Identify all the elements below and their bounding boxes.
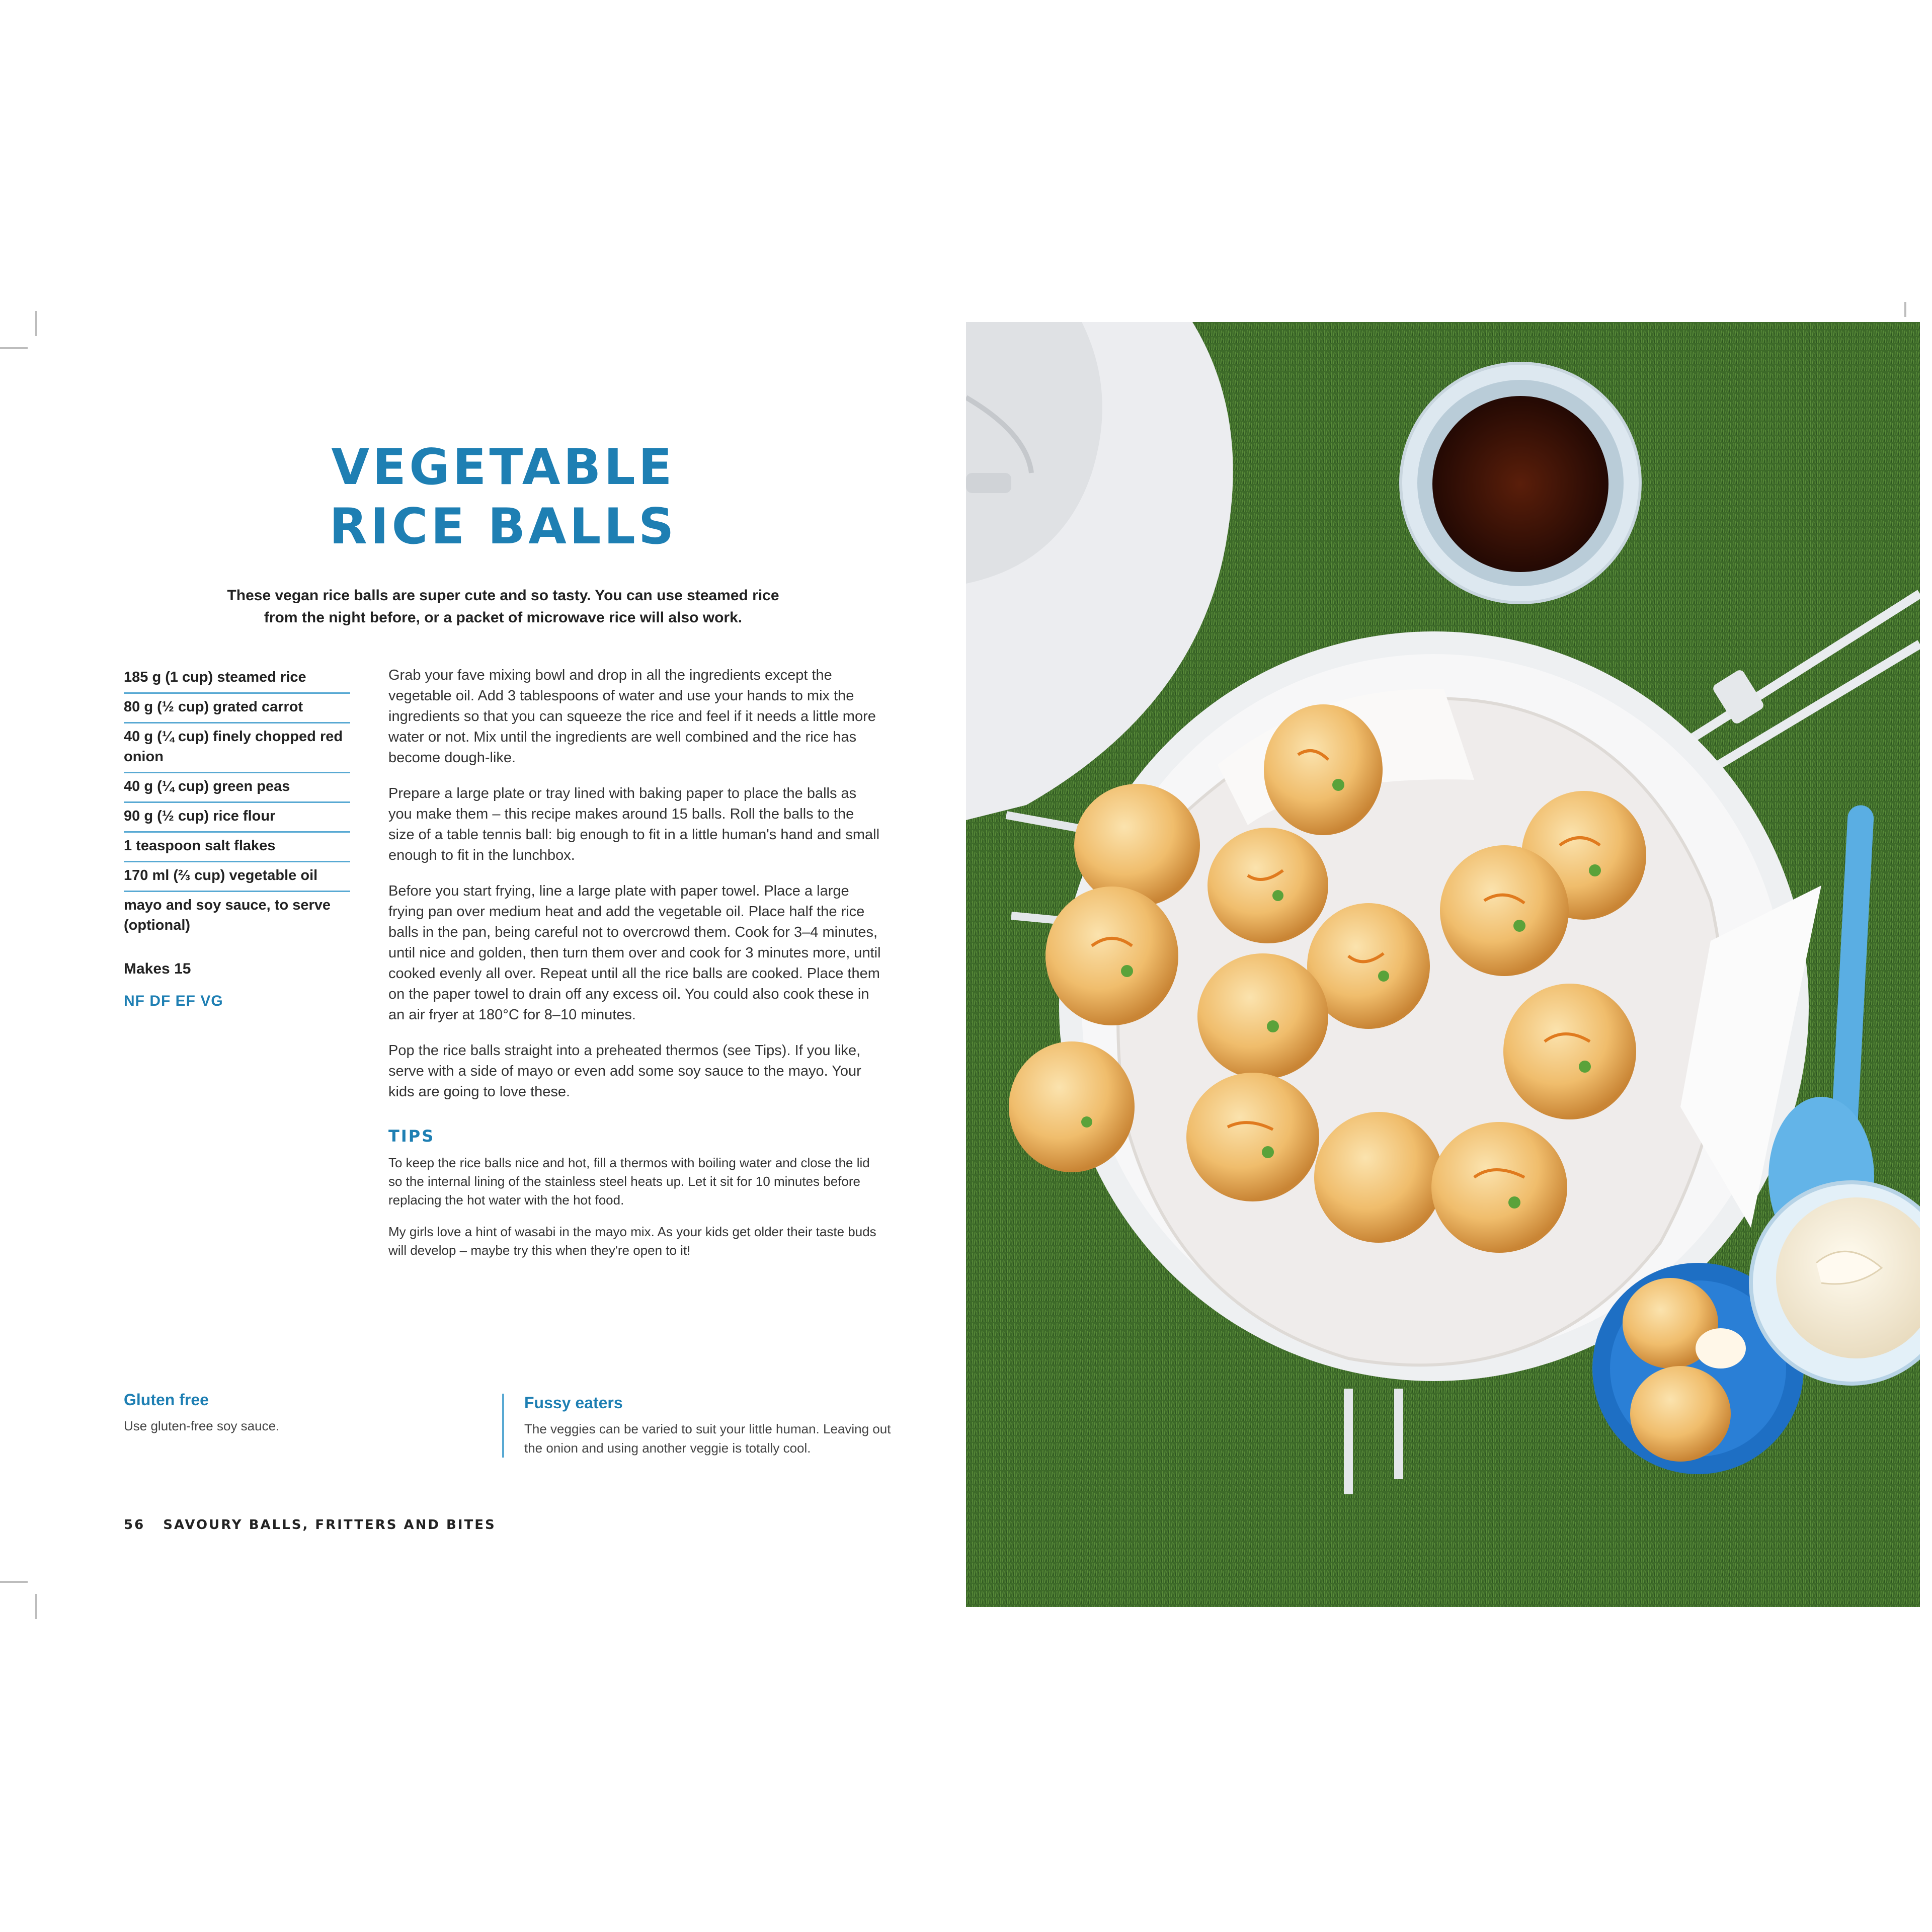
yield: Makes 15 bbox=[124, 960, 191, 977]
title-line-1: VEGETABLE bbox=[331, 439, 675, 496]
ingredient-item: 40 g (¼ cup) finely chopped red onion bbox=[124, 723, 350, 773]
soy-sauce-cup-icon bbox=[1401, 363, 1640, 603]
fussy-eaters-text: The veggies can be varied to suit your little human. Leaving out the onion and using another veggie is totally cool. bbox=[524, 1421, 891, 1456]
crop-mark bbox=[0, 1581, 28, 1583]
tip-item: My girls love a hint of wasabi in the mayo mix. As your kids get older their taste buds will develop – maybe try this when they're open to it! bbox=[388, 1224, 876, 1258]
method-step: Prepare a large plate or tray lined with baking paper to place the balls as you make them – this recipe makes around 15 balls. Roll the balls to the size of a table tennis ball: big enough to fit in a little human's hand and small enough to fit in the lunchbox. bbox=[388, 785, 880, 863]
recipe-intro: These vegan rice balls are super cute and so tasty. You can use steamed rice from the night before, or a packet of microwave rice will also work. bbox=[227, 587, 779, 626]
method-step: Pop the rice balls straight into a preheated thermos (see Tips). If you like, serve with a side of mayo or even add some soy sauce to the mayo. Your kids are going to love these. bbox=[388, 1042, 861, 1100]
gluten-free-title: Gluten free bbox=[124, 1391, 209, 1409]
gluten-free-note bbox=[124, 1391, 476, 1435]
crop-mark bbox=[1904, 302, 1906, 317]
page-number: 56 bbox=[124, 1517, 145, 1533]
recipe-title bbox=[282, 438, 725, 556]
title-line-2: RICE BALLS bbox=[329, 498, 677, 555]
ingredient-item: 90 g (½ cup) rice flour bbox=[124, 803, 350, 833]
fussy-eaters-note bbox=[502, 1394, 907, 1458]
page-footer bbox=[124, 1517, 496, 1533]
ingredient-item: mayo and soy sauce, to serve (optional) bbox=[124, 897, 331, 933]
fussy-eaters-title: Fussy eaters bbox=[524, 1394, 623, 1412]
gluten-free-text: Use gluten-free soy sauce. bbox=[124, 1418, 280, 1433]
section-title: SAVOURY BALLS, FRITTERS AND BITES bbox=[163, 1517, 496, 1533]
method-step: Grab your fave mixing bowl and drop in all the ingredients except the vegetable oil. Add 3 tablespoons of water and use your hands to mix the ingredients so that you can squeeze the rice and feel if it needs a little more water or not. Mix until the ingredients are well combined and the rice has become dough-like. bbox=[388, 667, 876, 766]
ingredient-item: 80 g (½ cup) grated carrot bbox=[124, 694, 350, 723]
ingredient-item: 185 g (1 cup) steamed rice bbox=[124, 664, 350, 694]
dietary-codes: NF DF EF VG bbox=[124, 993, 223, 1009]
ingredient-list bbox=[124, 664, 350, 1010]
tips-heading: TIPS bbox=[388, 1126, 435, 1146]
method-step: Before you start frying, line a large plate with paper towel. Place a large frying pan over medium heat and add the vegetable oil. Place half the rice balls in the pan, being careful not to overcrowd them. Cook for 3–4 minutes, until nice and golden, then turn them over and cook for 3 minutes more, until cooked evenly all over. Repeat until all the rice balls are cooked. Place them on the paper towel to drain off any excess oil. You could also cook these in an air fryer at 180°C for 8–10 minutes. bbox=[388, 883, 881, 1023]
crop-mark bbox=[0, 347, 28, 349]
right-page bbox=[966, 0, 1932, 1932]
ingredient-item: 40 g (¼ cup) green peas bbox=[124, 773, 350, 803]
ingredient-item: 1 teaspoon salt flakes bbox=[124, 833, 350, 862]
method-column bbox=[388, 665, 881, 1273]
crop-mark bbox=[35, 1594, 37, 1619]
crop-mark bbox=[35, 311, 37, 336]
ingredient-item: 170 ml (⅔ cup) vegetable oil bbox=[124, 862, 350, 892]
food-photo bbox=[966, 322, 1920, 1607]
tip-item: To keep the rice balls nice and hot, fill a thermos with boiling water and close the lid so the internal lining of the stainless steel heats up. Let it sit for 10 minutes before replacing the hot water with the hot food. bbox=[388, 1155, 870, 1208]
